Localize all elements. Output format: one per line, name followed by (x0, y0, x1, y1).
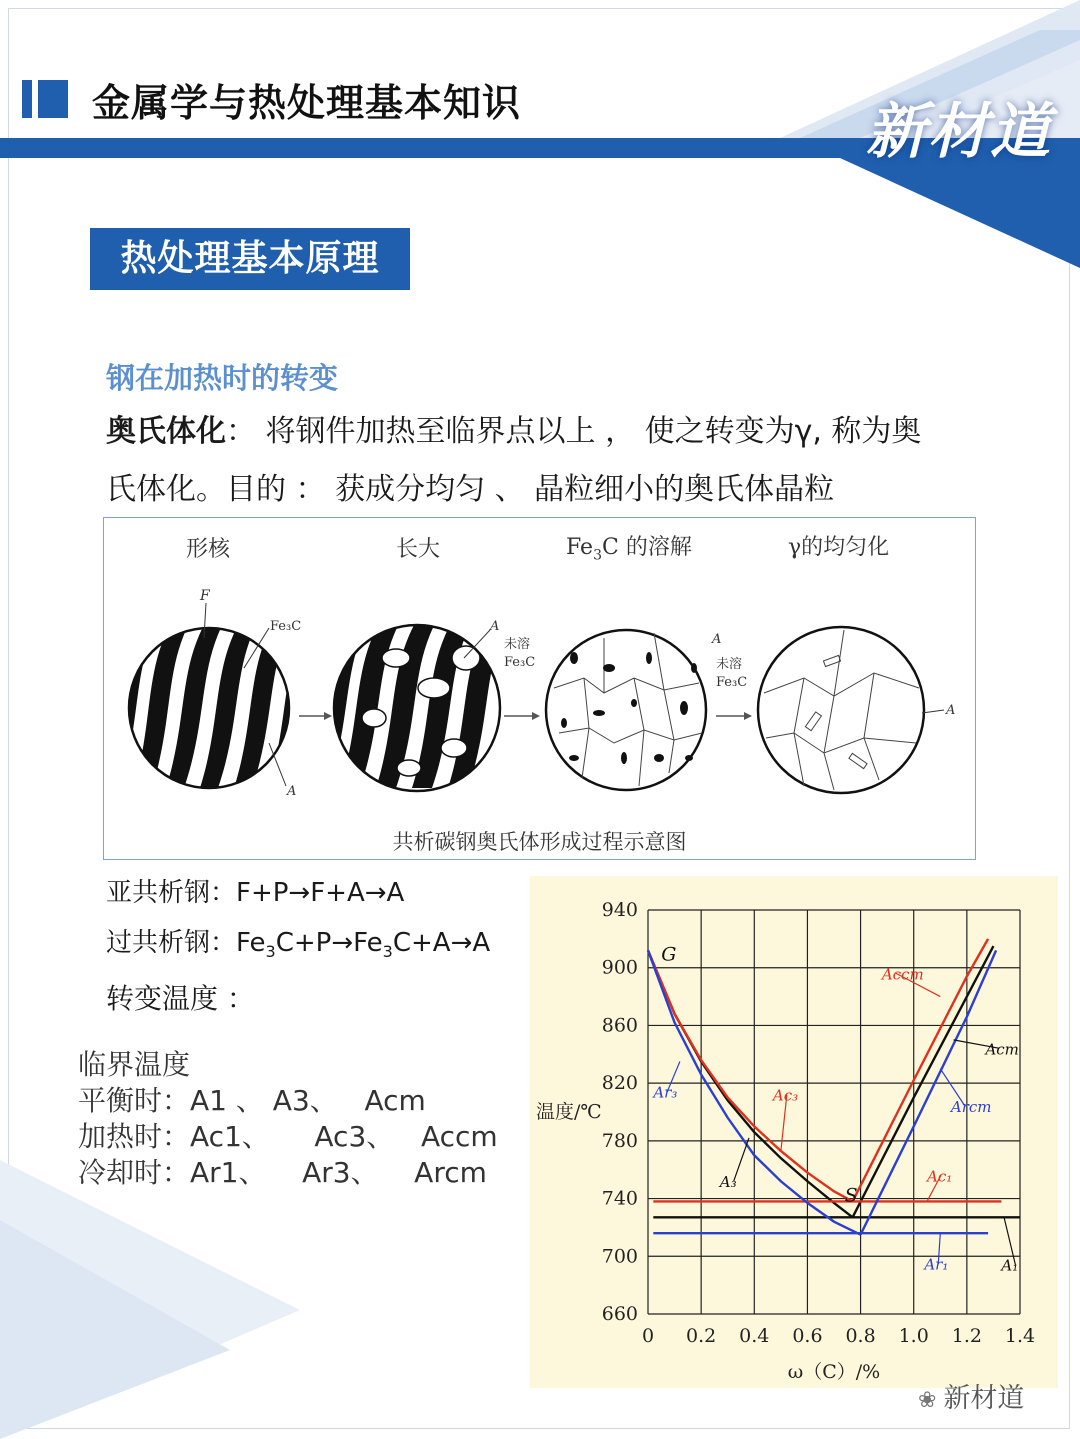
row-label: 冷却时： (78, 1156, 191, 1189)
label-undissolved-fe3c-2: Fe₃C (716, 675, 748, 690)
y-tick-label: 780 (601, 1129, 638, 1152)
label-fe3c: Fe₃C (270, 619, 302, 634)
hyper-p2: C+P→Fe (275, 928, 383, 958)
fe-c-chart-panel (530, 876, 1058, 1388)
series-label-arcm: Arcm (950, 1098, 992, 1116)
brand-logo: 新材道 (866, 97, 1052, 167)
austenite-formation-diagram (103, 517, 976, 860)
series-ac3 (648, 950, 853, 1201)
series-label-ac1: Ac₁ (927, 1167, 953, 1186)
x-tick-label: 1.0 (898, 1325, 929, 1347)
title-marker-block (38, 80, 68, 118)
stage-label-homogenization: γ的均匀化 (788, 535, 890, 560)
title-marker-icon (22, 80, 32, 118)
arrow-1 (324, 712, 332, 720)
watermark-text: 新材道 (943, 1383, 1025, 1414)
label-undissolved-1: 未溶 (504, 637, 531, 652)
y-tick-label: 940 (601, 899, 638, 921)
critical-row-cooling (78, 1151, 487, 1191)
series-a3 (648, 950, 853, 1217)
critical-row-heating (78, 1115, 498, 1155)
stage3-prefix: Fe (566, 535, 594, 560)
hypo-label: 亚共析钢： (106, 878, 237, 908)
section-tag: 热处理基本原理 (90, 228, 410, 290)
row-values: Ac1、 Ac3、 Accm (190, 1120, 498, 1153)
arrow-2 (532, 712, 540, 720)
label-f: F (200, 588, 210, 604)
x-tick-label: 1.4 (1004, 1325, 1036, 1347)
intro-line-2: 氏体化。目的 ： 获成分均匀 、 晶粒细小的奥氏体晶粒 (106, 472, 835, 507)
stage3-suffix: C 的溶解 (602, 535, 692, 560)
subtitle: 钢在加热时的转变 (106, 361, 339, 395)
series-label-ar3: Ar₃ (653, 1083, 678, 1102)
y-tick-label: 860 (601, 1014, 638, 1037)
x-tick-label: 0 (641, 1325, 655, 1347)
transformation-temp-label: 转变温度 ： (106, 982, 255, 1015)
series-label-accm: Accm (881, 965, 924, 984)
corner-decoration (0, 1160, 320, 1439)
series-label-a1: A₁ (1001, 1256, 1019, 1275)
series-label-ar1: Ar₁ (924, 1255, 949, 1274)
x-tick-label: 1.2 (951, 1325, 982, 1347)
watermark (918, 1376, 1024, 1415)
critical-row-equilibrium (78, 1079, 426, 1119)
hyper-label: 过共析钢： (106, 928, 237, 958)
row-values: A1 、 A3、 Acm (190, 1084, 426, 1117)
diagram-drawing (104, 518, 977, 818)
formula-hypereutectoid (106, 922, 490, 961)
x-tick-label: 0.6 (792, 1325, 823, 1347)
row-values: Ar1、 Ar3、 Arcm (190, 1156, 487, 1189)
series-label-acm: Acm (985, 1040, 1019, 1059)
pearlite-lamellae (104, 618, 328, 788)
label-a-4: A (946, 703, 956, 718)
critical-temp-title: 临界温度 (78, 1048, 191, 1081)
wechat-icon: ❀ (918, 1388, 944, 1413)
intro-line-1-text: ： 将钢件加热至临界点以上 ， 使之转变为γ, 称为奥 (226, 414, 922, 449)
label-a-2: A (490, 619, 500, 634)
fe-c-chart (530, 876, 1058, 1388)
diagram-caption: 共析碳钢奥氏体形成过程示意图 (392, 830, 687, 854)
hyper-p1: Fe (236, 928, 266, 958)
row-label: 加热时： (78, 1120, 191, 1153)
y-tick-label: 900 (601, 956, 638, 979)
hyper-sub2: 3 (382, 942, 393, 962)
stage-label-growth: 长大 (396, 537, 441, 562)
intro-term: 奥氏体化 (106, 414, 226, 449)
intro-line-1 (106, 412, 921, 452)
label-undissolved-fe3c-1: Fe₃C (504, 655, 536, 670)
stage-label-nucleation: 形核 (186, 537, 231, 562)
series-label-ac3: Ac₃ (772, 1086, 799, 1105)
row-label: 平衡时： (78, 1084, 191, 1117)
series-acm (853, 946, 994, 1217)
point-label-g: G (661, 943, 677, 966)
y-axis-label: 温度/℃ (536, 1101, 602, 1123)
series-arcm (861, 950, 997, 1234)
series-label-a3: A₃ (719, 1173, 737, 1192)
point-label-s: S (844, 1184, 858, 1207)
y-tick-label: 660 (601, 1303, 638, 1325)
x-tick-label: 0.4 (739, 1325, 770, 1347)
arrow-3 (744, 712, 752, 720)
formula-hypoeutectoid (106, 872, 404, 909)
hypo-text: F+P→F+A→A (236, 878, 405, 908)
label-a-1: A (287, 784, 297, 799)
stage3-sub: 3 (593, 547, 603, 564)
x-tick-label: 0.2 (686, 1325, 717, 1347)
x-tick-label: 0.8 (845, 1325, 876, 1347)
y-tick-label: 740 (601, 1187, 638, 1210)
x-axis-label: ω（C）/% (787, 1361, 881, 1383)
hyper-sub1: 3 (265, 942, 276, 962)
hyper-p3: C+A→A (392, 928, 491, 958)
label-a-3: A (712, 632, 722, 647)
y-tick-label: 700 (601, 1245, 638, 1268)
page-title: 金属学与热处理基本知识 (92, 81, 522, 125)
label-undissolved-2: 未溶 (716, 657, 743, 672)
y-tick-label: 820 (601, 1072, 638, 1095)
